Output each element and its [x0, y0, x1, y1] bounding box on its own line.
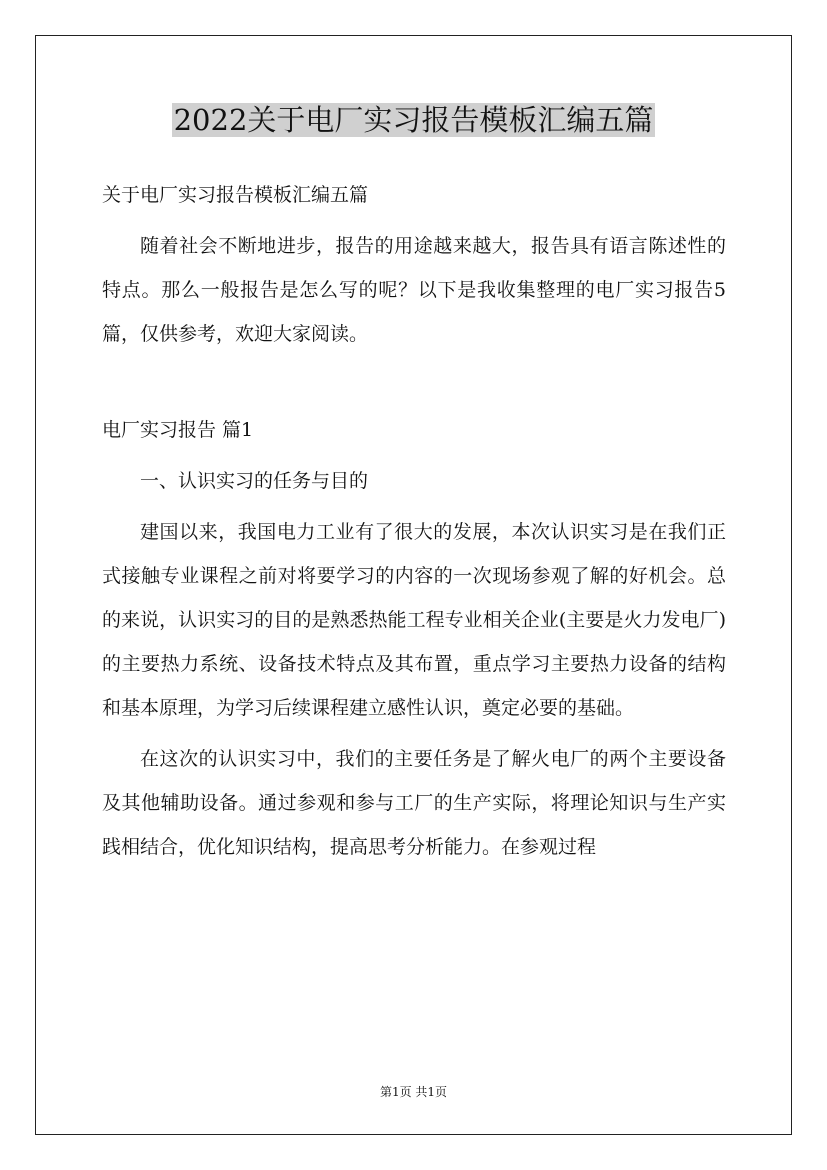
document-body: [102, 173, 726, 869]
body-paragraph-1: 建国以来，我国电力工业有了很大的发展，本次认识实习是在我们正式接触专业课程之前对将要学习的内容的一次现场参观了解的好机会。总的来说，认识实习的目的是熟悉热能工程专业相关企业(主要是火力发电厂)的主要热力系统、设备技术特点及其布置，重点学习主要热力设备的结构和基本原理，为学习后续课程建立感性认识，奠定必要的基础。: [102, 521, 726, 719]
page-footer: 第1页 共1页: [379, 1085, 448, 1099]
document-title-text: 2022关于电厂实习报告模板汇编五篇: [173, 103, 654, 137]
document-subtitle: 关于电厂实习报告模板汇编五篇: [102, 184, 369, 206]
body-paragraph-2: 在这次的认识实习中，我们的主要任务是了解火电厂的两个主要设备及其他辅助设备。通过参观和参与工厂的生产实际，将理论知识与生产实践相结合，优化知识结构，提高思考分析能力。在参观过程: [102, 748, 726, 858]
intro-paragraph: 随着社会不断地进步，报告的用途越来越大，报告具有语言陈述性的特点。那么一般报告是怎么写的呢？以下是我收集整理的电厂实习报告5篇，仅供参考，欢迎大家阅读。: [102, 235, 726, 345]
section-subheading: 一、认识实习的任务与目的: [140, 470, 369, 492]
section-heading: 电厂实习报告 篇1: [102, 419, 254, 441]
document-title: [0, 100, 827, 140]
